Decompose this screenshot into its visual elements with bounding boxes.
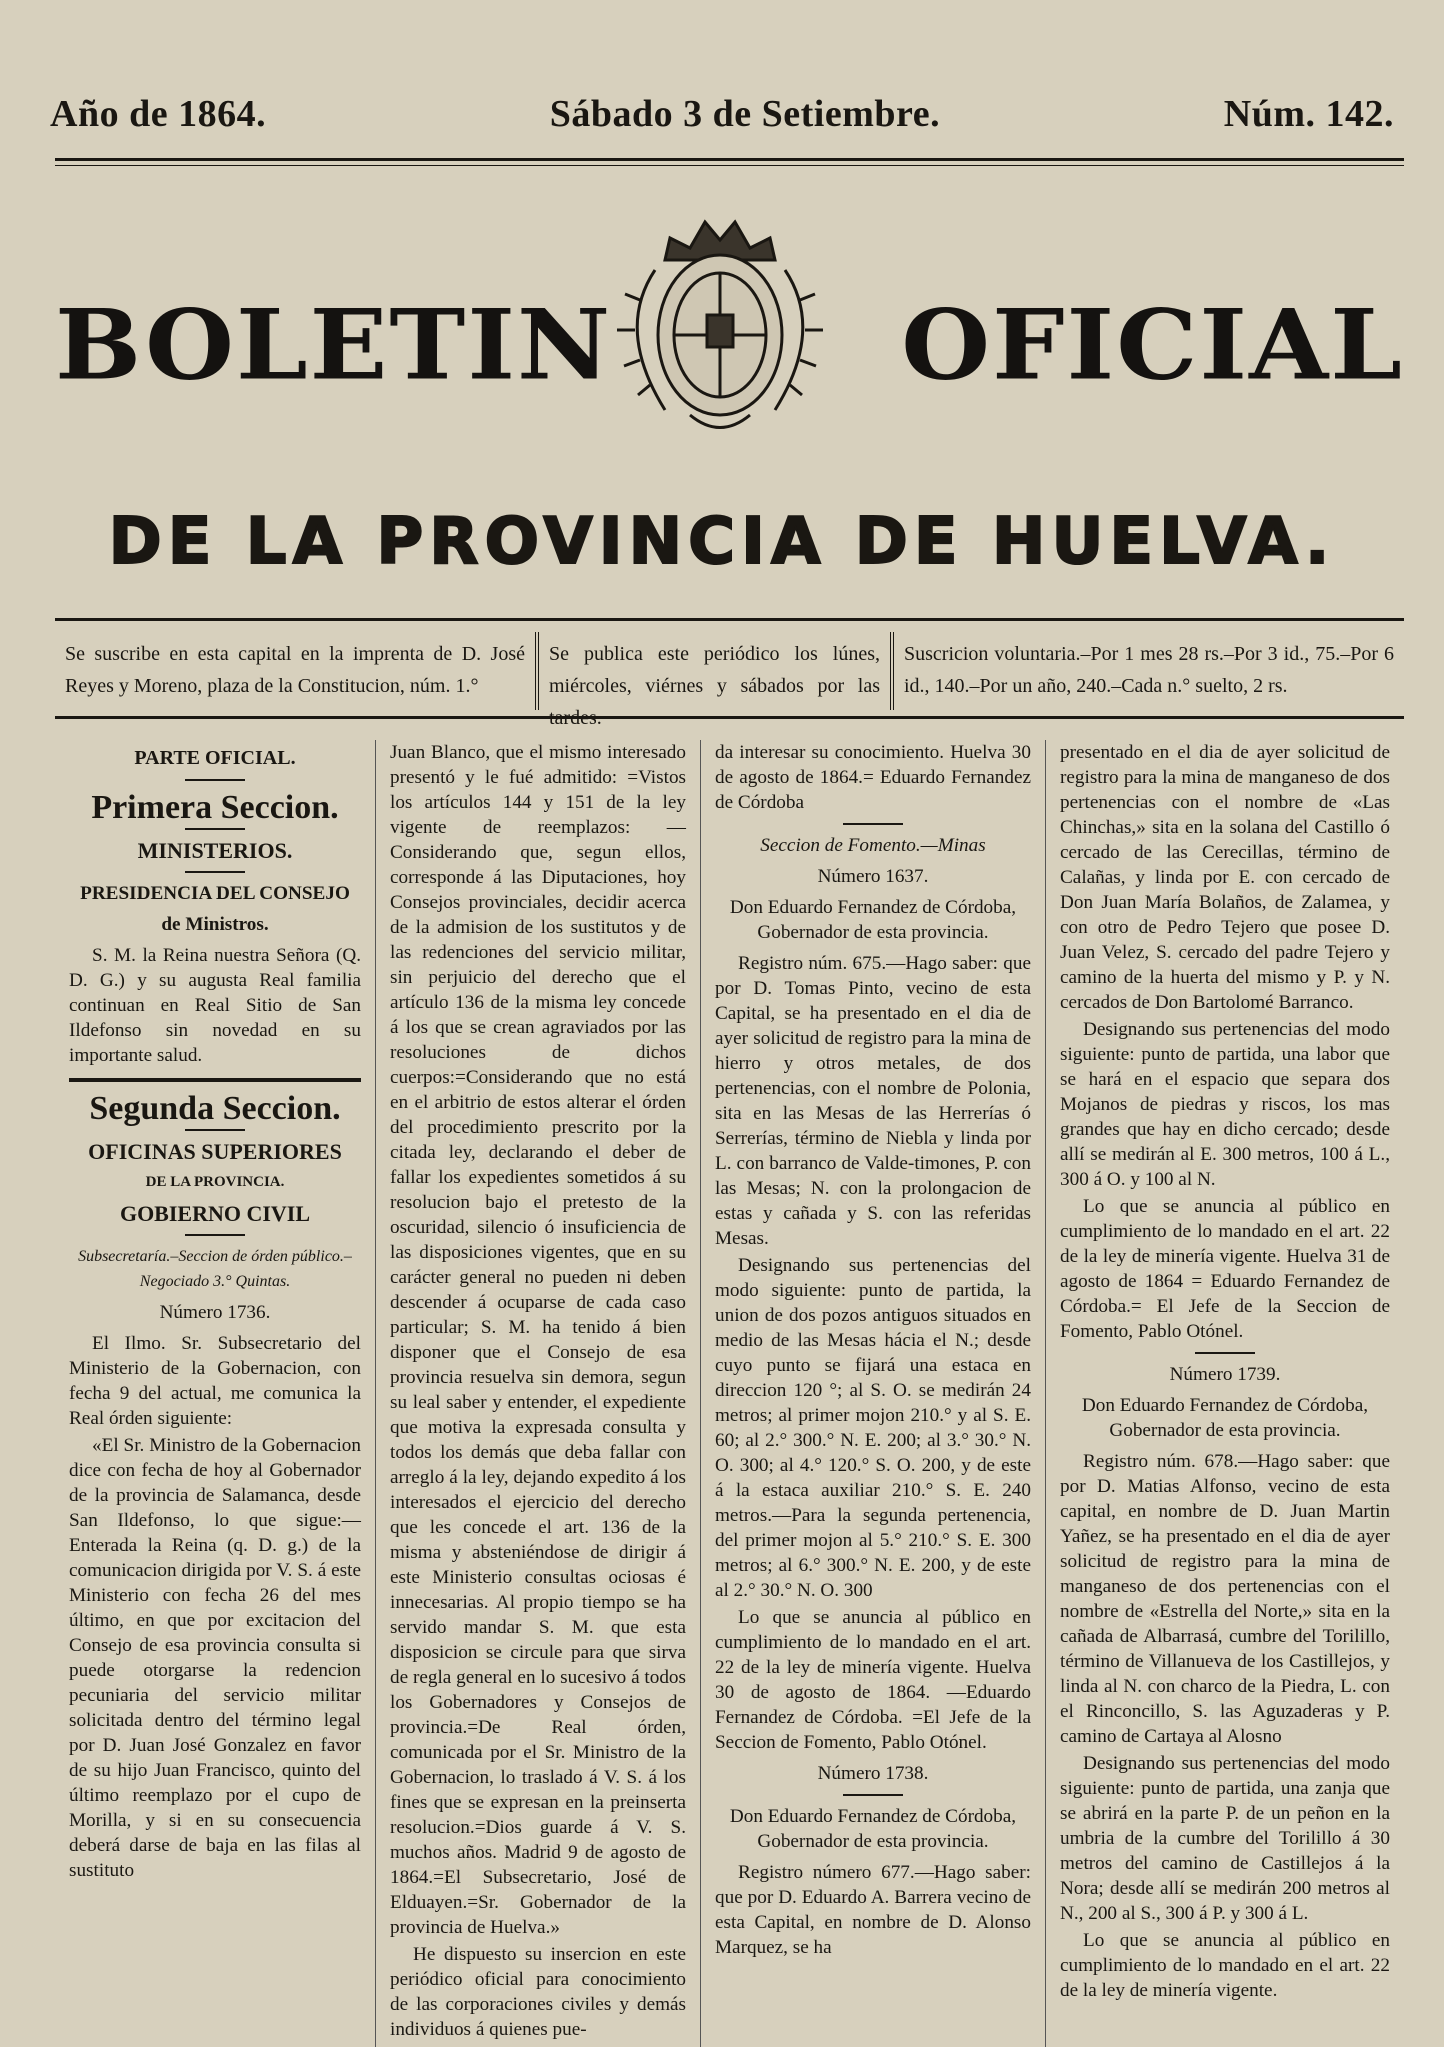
article-paragraph: He dispuesto su insercion en este periódico oficial para conocimiento de las corporaciones civiles y demás individuos á quienes pue- xyxy=(390,1944,686,2040)
separator xyxy=(1195,1352,1255,1354)
numero-1637: Número 1637. xyxy=(817,866,929,887)
segunda-seccion-heading: Segunda Seccion. xyxy=(89,1090,341,1127)
info-rule-bottom xyxy=(55,716,1404,719)
ministros-subheading: de Ministros. xyxy=(161,914,269,935)
numero-1738: Número 1738. xyxy=(817,1763,929,1784)
governor-line: Don Eduardo Fernandez de Córdoba, Gobernador de esta provincia. xyxy=(1081,1395,1369,1441)
oficinas-heading: OFICINAS SUPERIORES xyxy=(88,1139,342,1164)
separator xyxy=(185,871,245,873)
column-4 xyxy=(1045,740,1404,2047)
header-rule-thin xyxy=(55,165,1404,166)
primera-seccion-heading: Primera Seccion. xyxy=(91,789,339,826)
separator xyxy=(185,1129,245,1131)
separator xyxy=(185,828,245,830)
gobierno-civil-heading: GOBIERNO CIVIL xyxy=(119,1201,311,1226)
section-divider xyxy=(69,1078,361,1082)
column-3 xyxy=(700,740,1045,2047)
article-paragraph: Registro núm. 675.—Hago saber: que por D. Tomas Pinto, vecino de esta Capital, se ha presentado en el dia de ayer solicitud de registro para la mina de hierro y otros metales, de dos pertenencias, con el nombre de Polonia, sita en las Mesas de las Herrerías ó Serrerías, término de Niebla y linda por L. con barranco de Valde-timones, P. con las Mesas; N. con la prolongacion de estas y cañada y S. con las referidas Mesas. xyxy=(715,953,1031,1249)
article-paragraph: Registro núm. 678.—Hago saber: que por D. Matias Alfonso, vecino de esta capital, en nombre de D. Juan Martin Yañez, se ha presentado en el dia de ayer solicitud de registro para la mina de manganeso de dos pertenencias con el nombre de «Estrella del Norte,» sita en la cañada de Albarrasá, cumbre del Torilillo, término de Villanueva de los Castillejos, y linda al N. con charco de la Piedra, L. con el Rinconcillo, S. las Aguzaderas y P. camino de Cartaya al Alosno xyxy=(1060,1451,1390,1747)
article-paragraph: Registro número 677.—Hago saber: que por D. Eduardo A. Barrera vecino de esta Capital, en nombre de D. Alonso Marquez, se ha xyxy=(715,1862,1031,1958)
info-rule-top xyxy=(55,618,1404,621)
info-publication: Se publica este periódico los lúnes, miércoles, viérnes y sábados por las tardes. xyxy=(535,632,890,710)
governor-line: Don Eduardo Fernandez de Córdoba, Gobernador de esta provincia. xyxy=(729,897,1017,943)
article-paragraph: presentado en el dia de ayer solicitud de registro para la mina de manganeso de dos pertenencias con el nombre de «Las Chinchas,» sita en la solana del Castillo ó cercado de las Cerecillas, término de Calañas, y linda por E. con cercado de Don Juan María Bolaños, de Zalamea, y con otro de Pedro Tejero que posee D. Juan Velez, S. cercado del padre Tejero y camino de la huerta del mismo y P. y N. cercados de Don Bartolomé Barranco. xyxy=(1060,742,1390,1013)
masthead-left-word: BOLETIN xyxy=(55,288,613,402)
issue-date: Sábado 3 de Setiembre. xyxy=(549,93,941,135)
separator xyxy=(843,823,903,825)
article-columns xyxy=(55,740,1404,2047)
royal-health-notice: S. M. la Reina nuestra Señora (Q. D. G.) y su augusta Real familia continuan en Real Sitio de San Ildefonso sin novedad en su importante salud. xyxy=(69,945,361,1066)
article-paragraph: «El Sr. Ministro de la Gobernacion dice con fecha de hoy al Gobernador de la provincia de Salamanca, desde San Ildefonso, lo que sigue:—Enterada la Reina (q. D. g.) de la comunicacion dirigida por V. S. á este Ministerio con fecha 26 del mes último, en que por excitacion del Consejo de esa provincia consulta si puede otorgarse la redencion pecuniaria del servicio militar solicitada dentro del término legal por D. Juan José Gonzalez en favor de su hijo Juan Francisco, quinto del último reemplazo por el cupo de Morilla, y si en su consecuencia deberá darse de baja en las filas al sustituto xyxy=(69,1435,361,1881)
article-paragraph: Designando sus pertenencias del modo siguiente: punto de partida, la union de dos pozos antiguos situados en medio de las Mesas hácia el N.; desde cuyo punto se fijará una estaca en direccion 120 °; al S. O. se medirán 24 metros; al primer mojon 210.° y al S. E. 60; al 2.° 300.° N. E. 200; al 3.° 30.° N. O. 300; al 4.° 120.° S. O. 200, y de este á la estaca auxiliar 210.° S. E. 240 metros.—Para la segunda pertenencia, del primer mojon al 5.° 210.° S. E. 300 metros; al 6.° 300.° N. E. 200, y de este al 2.° 30.° N. O. 300 xyxy=(715,1255,1031,1601)
separator xyxy=(843,1794,903,1796)
presidencia-heading: PRESIDENCIA DEL CONSEJO xyxy=(80,883,350,904)
article-paragraph: Juan Blanco, que el mismo interesado presentó y le fué admitido: =Vistos los artículos 144 y 151 de la ley vigente de reemplazos: —Considerando que, segun ellos, corresponde á las Diputaciones, hoy Consejos provinciales, decidir acerca de la admision de los sustitutos y de las redenciones del servicio militar, sin perjuicio del derecho que el artículo 136 de la misma ley concede á los que se crean agraviados por las resoluciones de dichos cuerpos:=Considerando que no está en el arbitrio de estos alterar el órden del procedimiento prescrito por la citada ley, declarando el deber de fallar los expedientes sometidos á su resolucion bajo el pretesto de la oscuridad, silencio ó insuficiencia de las disposiciones vigentes, que en su carácter general no pueden ni deben descender á ocuparse de cada caso particular; S. M. ha tenido á bien disponer que el Consejo de esa provincia resuelva sin demora, segun su leal saber y entender, el expediente que motiva la expresada consulta y todos los demás que deba fallar con arreglo á la ley, dejando expedito á los interesados el ejercicio del derecho que les concede el art. 136 de la misma y absteniéndose de dirigir á este Ministerio consultas ociosas é innecesarias. Al propio tiempo se ha servido mandar S. M. que esta disposicion se circule para que sirva de regla general en lo sucesivo á todos los Gobernadores y Consejos de provincia.=De Real órden, comunicada por el Sr. Ministro de la Gobernacion, lo traslado á V. S. á los fines que se expresan en la preinserta resolucion.=Dios guarde á V. S. muchos años. Madrid 9 de agosto de 1864.=El Subsecretario, José de Elduayen.=Sr. Gobernador de la provincia de Huelva.» xyxy=(390,742,686,1938)
separator xyxy=(185,779,245,781)
article-paragraph: Lo que se anuncia al público en cumplimiento de lo mandado en el art. 22 de la ley de minería vigente. xyxy=(1060,1930,1390,2001)
masthead-subtitle: DE LA PROVINCIA DE HUELVA. xyxy=(108,505,1336,579)
article-paragraph: El Ilmo. Sr. Subsecretario del Ministerio de la Gobernacion, con fecha 9 del actual, me comunica la Real órden siguiente: xyxy=(69,1333,361,1429)
governor-line: Don Eduardo Fernandez de Córdoba, Gobernador de esta provincia. xyxy=(729,1806,1017,1852)
numero-1736: Número 1736. xyxy=(159,1302,271,1323)
info-subscribe: Se suscribe en esta capital en la imprenta de D. José Reyes y Moreno, plaza de la Constitucion, núm. 1.° xyxy=(65,643,525,697)
masthead-right-word: OFICIAL xyxy=(901,288,1404,402)
article-paragraph: Designando sus pertenencias del modo siguiente: punto de partida, una labor que se hará en el espacio que separa dos Mojanos de piedras y riscos, los mas grandes que hay en dicho cercado; desde allí se medirán al E. 300 metros, 100 á L., 300 á O. y 100 al N. xyxy=(1060,1019,1390,1190)
numero-1739: Número 1739. xyxy=(1169,1364,1281,1385)
article-paragraph: Designando sus pertenencias del modo siguiente: punto de partida, una zanja que se abrirá en la parte P. de un peñon en la umbria de la cumbre del Torilillo á 30 metros del camino de Castillejos á la Nora; desde allí se medirán 200 metros al N., 200 al S., 300 á P. y 300 á L. xyxy=(1060,1753,1390,1924)
provincia-subheading: DE LA PROVINCIA. xyxy=(145,1174,285,1190)
issue-year: Año de 1864. xyxy=(50,93,267,135)
masthead xyxy=(50,230,1404,410)
column-1 xyxy=(55,740,375,2047)
issue-number: Núm. 142. xyxy=(1223,93,1394,135)
subsecretaria-line: Subsecretaría.–Seccion de órden público.–Negociado 3.° Quintas. xyxy=(78,1248,352,1290)
info-prices: Suscricion voluntaria.–Por 1 mes 28 rs.–Por 3 id., 75.–Por 6 id., 140.–Por un año, 240.–Cada n.° suelto, 2 rs. xyxy=(890,632,1404,710)
issue-header xyxy=(50,92,1394,162)
separator xyxy=(185,1234,245,1236)
column-2 xyxy=(375,740,700,2047)
ministerios-heading: MINISTERIOS. xyxy=(137,838,293,863)
seccion-fomento-heading: Seccion de Fomento.—Minas xyxy=(760,835,986,856)
header-rule xyxy=(55,158,1404,161)
royal-crest-icon xyxy=(595,210,845,450)
subscription-info xyxy=(55,632,1404,729)
article-paragraph: da interesar su conocimiento. Huelva 30 de agosto de 1864.= Eduardo Fernandez de Córdoba xyxy=(715,742,1031,813)
article-paragraph: Lo que se anuncia al público en cumplimiento de lo mandado en el art. 22 de la ley de minería vigente. Huelva 31 de agosto de 1864 = Eduardo Fernandez de Córdoba.= El Jefe de la Seccion de Fomento, Pablo Otónel. xyxy=(1060,1196,1390,1342)
parte-oficial-heading: PARTE OFICIAL. xyxy=(134,747,296,769)
article-paragraph: Lo que se anuncia al público en cumplimiento de lo mandado en el art. 22 de la ley de minería vigente. Huelva 30 de agosto de 1864. —Eduardo Fernandez de Córdoba. =El Jefe de la Seccion de Fomento, Pablo Otónel. xyxy=(715,1607,1031,1753)
